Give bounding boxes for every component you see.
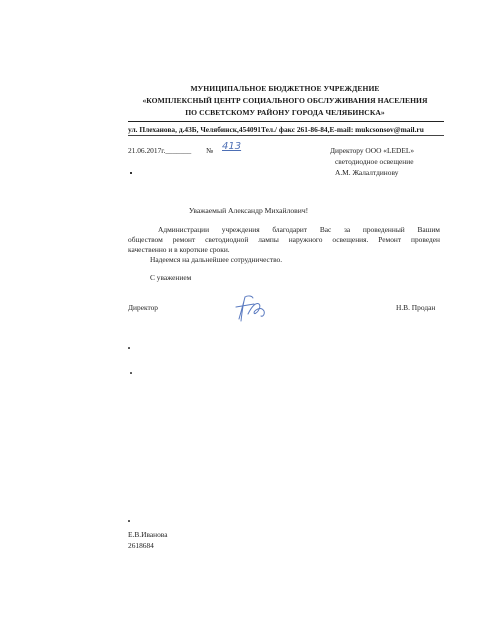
stray-dot	[130, 172, 132, 174]
body-para1-line3: качественно и в короткие сроки.	[128, 245, 230, 254]
signer-name: Н.В. Продан	[396, 303, 436, 312]
org-name-line2: «КОМПЛЕКСНЫЙ ЦЕНТР СОЦИАЛЬНОГО ОБСЛУЖИВАНИЯ НАСЕЛЕНИЯ	[142, 96, 428, 105]
signer-title: Директор	[128, 303, 158, 312]
executor-phone: 2618684	[128, 541, 154, 550]
date-value: 21.06.2017г.	[128, 146, 166, 155]
org-name-line3: ПО ССВЕТСКОМУ РАЙОНУ ГОРОДА ЧЕЛЯБИНСКА»	[185, 108, 385, 117]
org-contact-line: ул. Плеханова, д.43Б, Челябинск,454091Тел./ факс 261-86-84,E-mail: mukcsonsov@mail.ru	[128, 125, 424, 134]
addressee-line1: Директору ООО «LEDEL»	[330, 146, 415, 155]
header-rule-bottom	[128, 135, 444, 136]
body-para2: Надеемся на дальнейшее сотрудничество.	[150, 255, 283, 264]
stray-mark-2	[130, 372, 132, 374]
closing: С уважением	[150, 273, 192, 282]
document-number-label: №	[206, 146, 214, 155]
document-date	[128, 146, 191, 155]
body-para1-line2: обществом ремонт светодиодной лампы наружного освещения. Ремонт проведен	[128, 235, 440, 244]
addressee-line2: светодиодное освещение	[335, 157, 414, 166]
stray-mark-3	[128, 520, 130, 522]
header-rule-top	[128, 121, 444, 122]
org-name-line1: МУНИЦИПАЛЬНОЕ БЮДЖЕТНОЕ УЧРЕЖДЕНИЕ	[190, 84, 380, 93]
document-number-handwritten: 413	[222, 141, 242, 152]
date-blank: _______	[165, 146, 192, 155]
stray-mark-1	[128, 347, 130, 349]
body-para1-line1: Администрации учреждения благодарит Вас за проведенный Вашим	[158, 225, 440, 234]
executor-name: Е.В.Иванова	[128, 530, 168, 539]
handwritten-signature	[232, 292, 278, 324]
addressee-line3: А.М. Жалалтдинову	[335, 168, 399, 177]
salutation: Уважаемый Александр Михайлович!	[188, 206, 309, 215]
